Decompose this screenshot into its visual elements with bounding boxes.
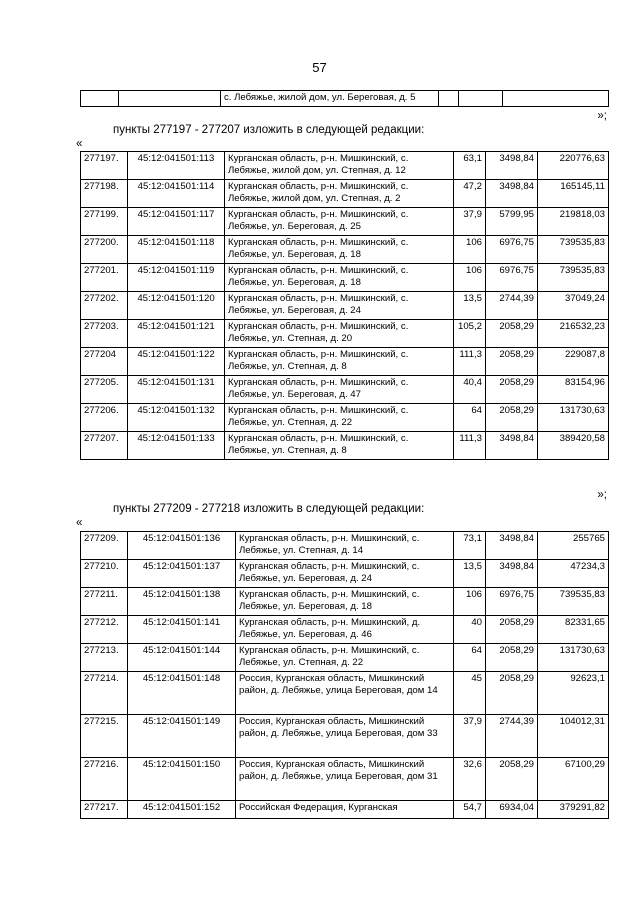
row-number: 277213. (81, 644, 128, 672)
row-number: 277200. (81, 236, 128, 264)
table-row (81, 264, 609, 292)
address: Курганская область, р-н. Мишкинский, с. Лебяжье, ул. Береговая, д. 18 (236, 588, 454, 616)
continuation-table (80, 90, 609, 107)
cadastral-number: 45:12:041501:138 (128, 588, 236, 616)
page-number: 57 (312, 60, 327, 75)
cadastral-number: 45:12:041501:117 (128, 208, 225, 236)
row-number: 277210. (81, 560, 128, 588)
cadastral-number (119, 91, 221, 107)
total: 131730,63 (538, 644, 609, 672)
address: Курганская область, р-н. Мишкинский, с. Лебяжье, ул. Степная, д. 22 (236, 644, 454, 672)
price: 2744,39 (486, 292, 538, 320)
address: Курганская область, р-н. Мишкинский, с. Лебяжье, жилой дом, ул. Степная, д. 12 (225, 152, 454, 180)
area: 47,2 (454, 180, 486, 208)
cadastral-number: 45:12:041501:148 (128, 672, 236, 715)
table-row (81, 644, 609, 672)
total: 92623,1 (538, 672, 609, 715)
area: 111,3 (454, 348, 486, 376)
area: 106 (454, 588, 486, 616)
area: 54,7 (454, 801, 486, 819)
address: Курганская область, р-н. Мишкинский, с. Лебяжье, ул. Степная, д. 14 (236, 532, 454, 560)
closing-quote: »; (597, 110, 607, 122)
price (459, 91, 503, 107)
address: Российская Федерация, Курганская (236, 801, 454, 819)
price: 2058,29 (486, 404, 538, 432)
table-row (81, 320, 609, 348)
total: 82331,65 (538, 616, 609, 644)
row-number: 277204 (81, 348, 128, 376)
total: 83154,96 (538, 376, 609, 404)
price: 2058,29 (486, 320, 538, 348)
total: 229087,8 (538, 348, 609, 376)
area: 40 (454, 616, 486, 644)
total: 37049,24 (538, 292, 609, 320)
price: 3498,84 (486, 432, 538, 460)
address: Курганская область, р-н. Мишкинский, с. Лебяжье, ул. Степная, д. 8 (225, 432, 454, 460)
row-number: 277216. (81, 758, 128, 801)
table-row (81, 208, 609, 236)
cadastral-number: 45:12:041501:118 (128, 236, 225, 264)
table-row (81, 376, 609, 404)
address: Курганская область, р-н. Мишкинский, с. Лебяжье, ул. Береговая, д. 25 (225, 208, 454, 236)
address: Курганская область, р-н. Мишкинский, с. Лебяжье, ул. Береговая, д. 18 (225, 236, 454, 264)
cadastral-number: 45:12:041501:136 (128, 532, 236, 560)
total: 389420,58 (538, 432, 609, 460)
total: 255765 (538, 532, 609, 560)
address: Курганская область, р-н. Мишкинский, с. Лебяжье, ул. Береговая, д. 47 (225, 376, 454, 404)
row-number: 277198. (81, 180, 128, 208)
cadastral-number: 45:12:041501:120 (128, 292, 225, 320)
table-row (81, 672, 609, 715)
opening-quote: « (76, 138, 83, 150)
row-number: 277215. (81, 715, 128, 758)
area: 37,9 (454, 208, 486, 236)
area (439, 91, 459, 107)
row-number: 277197. (81, 152, 128, 180)
table-row (81, 292, 609, 320)
total: 67100,29 (538, 758, 609, 801)
price: 6934,04 (486, 801, 538, 819)
row-number: 277201. (81, 264, 128, 292)
price: 6976,75 (486, 588, 538, 616)
row-number: 277203. (81, 320, 128, 348)
cadastral-number: 45:12:041501:114 (128, 180, 225, 208)
cadastral-number: 45:12:041501:131 (128, 376, 225, 404)
price: 3498,84 (486, 560, 538, 588)
address: с. Лебяжье, жилой дом, ул. Береговая, д. 5 (221, 91, 439, 107)
table-row (81, 758, 609, 801)
price: 6976,75 (486, 236, 538, 264)
cadastral-number: 45:12:041501:122 (128, 348, 225, 376)
total: 219818,03 (538, 208, 609, 236)
table-row (81, 588, 609, 616)
total (503, 91, 609, 107)
price: 2058,29 (486, 376, 538, 404)
row-number: 277202. (81, 292, 128, 320)
amendment-paragraph: пункты 277197 - 277207 изложить в следующей редакции: (113, 124, 425, 136)
cadastral-number: 45:12:041501:133 (128, 432, 225, 460)
area: 106 (454, 236, 486, 264)
address: Курганская область, р-н. Мишкинский, с. Лебяжье, ул. Степная, д. 8 (225, 348, 454, 376)
table-row (81, 236, 609, 264)
total: 739535,83 (538, 236, 609, 264)
address: Курганская область, р-н. Мишкинский, с. Лебяжье, ул. Береговая, д. 24 (225, 292, 454, 320)
area: 37,9 (454, 715, 486, 758)
total: 131730,63 (538, 404, 609, 432)
cadastral-number: 45:12:041501:152 (128, 801, 236, 819)
area: 63,1 (454, 152, 486, 180)
row-number: 277209. (81, 532, 128, 560)
address: Россия, Курганская область, Мишкинский район, д. Лебяжье, улица Береговая, дом 31 (236, 758, 454, 801)
address: Россия, Курганская область, Мишкинский район, д. Лебяжье, улица Береговая, дом 33 (236, 715, 454, 758)
total: 739535,83 (538, 264, 609, 292)
price: 2058,29 (486, 672, 538, 715)
property-table-1 (80, 151, 609, 460)
closing-quote: »; (597, 489, 607, 501)
total: 165145,11 (538, 180, 609, 208)
price: 2058,29 (486, 616, 538, 644)
area: 13,5 (454, 560, 486, 588)
row-number (81, 91, 119, 107)
row-number: 277199. (81, 208, 128, 236)
area: 64 (454, 404, 486, 432)
price: 2058,29 (486, 644, 538, 672)
address: Курганская область, р-н. Мишкинский, с. Лебяжье, ул. Степная, д. 20 (225, 320, 454, 348)
total: 216532,23 (538, 320, 609, 348)
price: 2058,29 (486, 348, 538, 376)
address: Курганская область, р-н. Мишкинский, с. Лебяжье, ул. Степная, д. 22 (225, 404, 454, 432)
address: Курганская область, р-н. Мишкинский, с. Лебяжье, жилой дом, ул. Степная, д. 2 (225, 180, 454, 208)
row-number: 277211. (81, 588, 128, 616)
price: 3498,84 (486, 532, 538, 560)
row-number: 277214. (81, 672, 128, 715)
cadastral-number: 45:12:041501:132 (128, 404, 225, 432)
table-row (81, 715, 609, 758)
table-row (81, 404, 609, 432)
area: 105,2 (454, 320, 486, 348)
cadastral-number: 45:12:041501:150 (128, 758, 236, 801)
cadastral-number: 45:12:041501:141 (128, 616, 236, 644)
total: 379291,82 (538, 801, 609, 819)
price: 3498,84 (486, 152, 538, 180)
table-row (81, 801, 609, 819)
opening-quote: « (76, 517, 83, 529)
address: Курганская область, р-н. Мишкинский, с. Лебяжье, ул. Береговая, д. 18 (225, 264, 454, 292)
price: 3498,84 (486, 180, 538, 208)
row-number: 277205. (81, 376, 128, 404)
cadastral-number: 45:12:041501:144 (128, 644, 236, 672)
address: Курганская область, р-н. Мишкинский, с. Лебяжье, ул. Береговая, д. 24 (236, 560, 454, 588)
area: 106 (454, 264, 486, 292)
total: 739535,83 (538, 588, 609, 616)
property-table-2 (80, 531, 609, 819)
total: 47234,3 (538, 560, 609, 588)
table-row (81, 91, 609, 107)
table-row (81, 180, 609, 208)
row-number: 277212. (81, 616, 128, 644)
table-row (81, 616, 609, 644)
row-number: 277206. (81, 404, 128, 432)
area: 40,4 (454, 376, 486, 404)
area: 32,6 (454, 758, 486, 801)
total: 104012,31 (538, 715, 609, 758)
table-row (81, 560, 609, 588)
table-row (81, 348, 609, 376)
area: 13,5 (454, 292, 486, 320)
price: 2058,29 (486, 758, 538, 801)
price: 5799,95 (486, 208, 538, 236)
table-row (81, 152, 609, 180)
area: 64 (454, 644, 486, 672)
total: 220776,63 (538, 152, 609, 180)
address: Курганская область, р-н. Мишкинский, д. Лебяжье, ул. Береговая, д. 46 (236, 616, 454, 644)
row-number: 277207. (81, 432, 128, 460)
cadastral-number: 45:12:041501:149 (128, 715, 236, 758)
table-row (81, 432, 609, 460)
address: Россия, Курганская область, Мишкинский район, д. Лебяжье, улица Береговая, дом 14 (236, 672, 454, 715)
cadastral-number: 45:12:041501:121 (128, 320, 225, 348)
cadastral-number: 45:12:041501:119 (128, 264, 225, 292)
price: 6976,75 (486, 264, 538, 292)
amendment-paragraph: пункты 277209 - 277218 изложить в следующей редакции: (113, 503, 425, 515)
cadastral-number: 45:12:041501:113 (128, 152, 225, 180)
row-number: 277217. (81, 801, 128, 819)
table-row (81, 532, 609, 560)
area: 45 (454, 672, 486, 715)
area: 111,3 (454, 432, 486, 460)
cadastral-number: 45:12:041501:137 (128, 560, 236, 588)
price: 2744,39 (486, 715, 538, 758)
area: 73,1 (454, 532, 486, 560)
